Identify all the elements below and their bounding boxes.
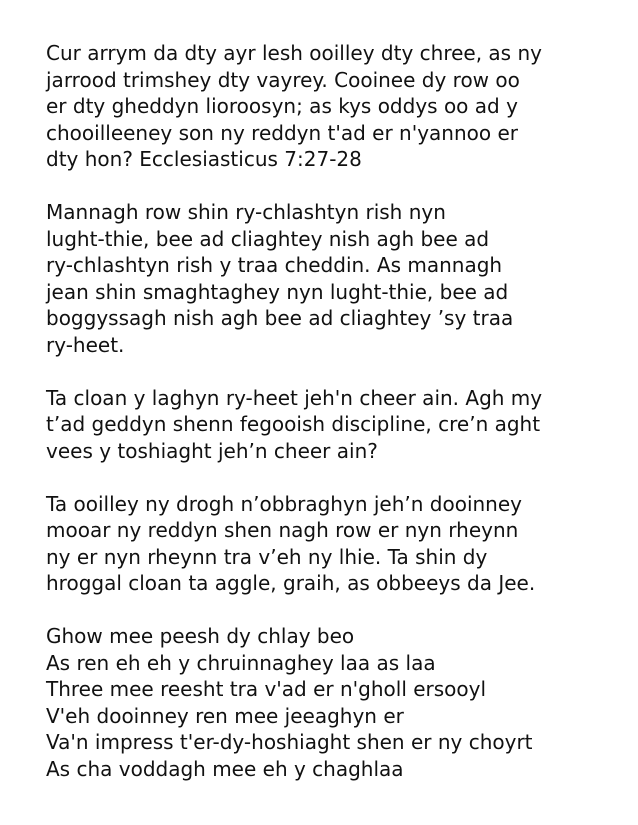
paragraph-2	[46, 199, 626, 358]
paragraph-4	[46, 491, 626, 597]
text-line: Ta ooilley ny drogh n’obbraghyn jeh’n dooinney	[46, 491, 522, 516]
poem-line: As cha voddagh mee eh y chaghlaa	[46, 756, 404, 781]
document-page	[46, 40, 626, 809]
poem-line: V'eh dooinney ren mee jeeaghyn er	[46, 703, 404, 728]
text-line: jarrood trimshey dty vayrey. Cooinee dy row oo	[46, 67, 520, 92]
text-line: er dty gheddyn lioroosyn; as kys oddys oo ad y	[46, 94, 518, 118]
text-line: Mannagh row shin ry-chlashtyn rish nyn	[46, 200, 446, 224]
paragraph-5-poem	[46, 623, 626, 782]
text-line: dty hon? Ecclesiasticus 7:27-28	[46, 147, 362, 171]
text-line: ny er nyn rheynn tra v’eh ny lhie. Ta shin dy	[46, 544, 488, 569]
poem-line: As ren eh eh y chruinnaghey laa as laa	[46, 650, 436, 675]
text-line: jean shin smaghtaghey nyn lught-thie, bee ad	[46, 279, 509, 304]
text-line: boggyssagh nish agh bee ad cliaghtey ’sy traa	[46, 306, 514, 330]
text-line: chooilleeney son ny reddyn t'ad er n'yannoo er	[46, 120, 519, 145]
poem-line: Ghow mee peesh dy chlay beo	[46, 624, 355, 648]
text-line: lught-thie, bee ad cliaghtey nish agh bee ad	[46, 226, 490, 251]
text-line: t’ad geddyn shenn fegooish discipline, cre’n aght	[46, 412, 541, 436]
poem-line: Va'n impress t'er-dy-hoshiaght shen er ny choyrt	[46, 730, 533, 754]
paragraph-1	[46, 40, 626, 173]
paragraph-3	[46, 385, 626, 465]
text-line: hroggal cloan ta aggle, graih, as obbeeys da Jee.	[46, 571, 536, 595]
poem-line: Three mee reesht tra v'ad er n'gholl ersooyl	[46, 677, 487, 701]
text-line: ry-heet.	[46, 332, 125, 357]
text-line: Ta cloan y laghyn ry-heet jeh'n cheer ain. Agh my	[46, 385, 543, 410]
text-line: mooar ny reddyn shen nagh row er nyn rheynn	[46, 518, 519, 542]
text-line: ry-chlashtyn rish y traa cheddin. As mannagh	[46, 253, 503, 277]
text-line: Cur arrym da dty ayr lesh ooilley dty chree, as ny	[46, 41, 542, 65]
text-line: vees y toshiaght jeh’n cheer ain?	[46, 438, 378, 463]
